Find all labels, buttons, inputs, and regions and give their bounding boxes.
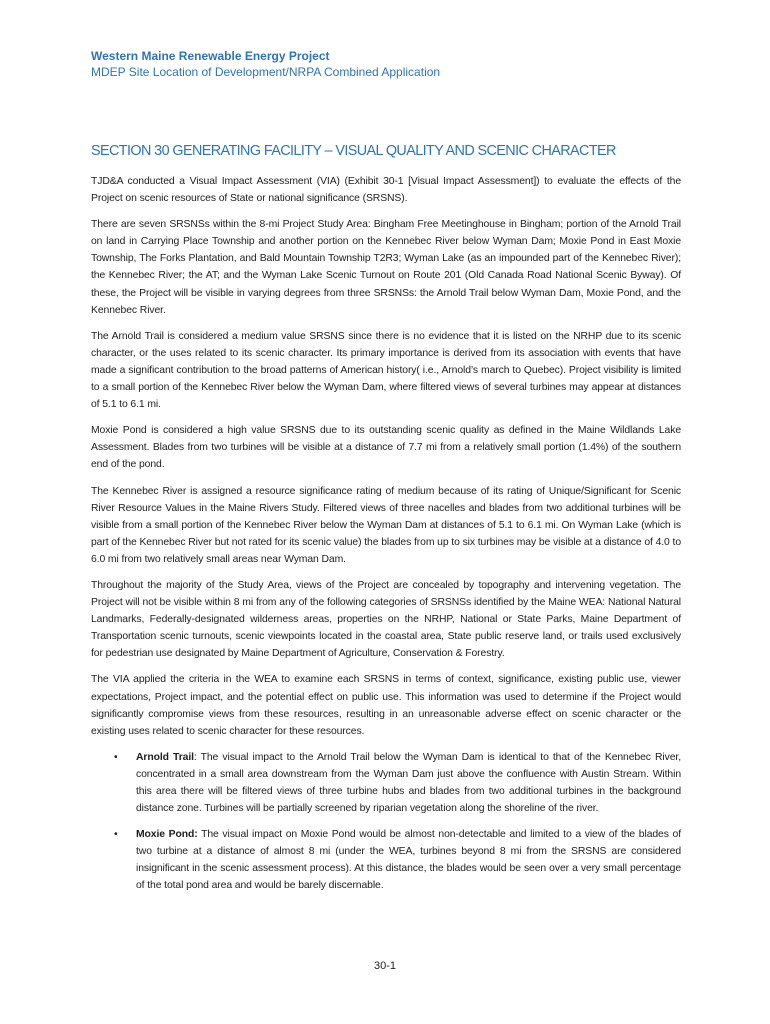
bullet-icon: • [114, 751, 118, 763]
bullet-term: Moxie Pond: [136, 829, 198, 841]
impact-bullet-list [91, 749, 681, 895]
list-item-moxie-pond [91, 826, 681, 894]
paragraph-via-criteria: The VIA applied the criteria in the WEA to examine each SRSNS in terms of context, significance, existing public use, viewer expectations, Project impact, and the potential effect on public use. This information was used to determine if the Project would significantly compromise views from these resources, resulting in an unreasonable adverse effect on scenic character or the existing uses related to scenic character for these resources. [91, 674, 681, 737]
section-title: SECTION 30 GENERATING FACILITY – VISUAL QUALITY AND SCENIC CHARACTER [91, 143, 616, 159]
paragraph-moxie-pond: Moxie Pond is considered a high value SRSNS due to its outstanding scenic quality as defined in the Maine Wildlands Lake Assessment. Blades from two turbines will be visible at a distance of 7.7 mi from a relatively small portion (1.4%) of the southern end of the pond. [91, 425, 681, 471]
paragraph-arnold-trail: The Arnold Trail is considered a medium value SRSNS since there is no evidence that it is listed on the NRHP due to its scenic character, or the uses related to its scenic character. Its primary importance is derived from its association with events that have made a significant contribution to the broad patterns of American history( i.e., Arnold’s march to Quebec). Project visibility is limited to a small portion of the Kennebec River below the Wyman Dam, where filtered views of several turbines may appear at distances of 5.1 to 6.1 mi. [91, 330, 681, 411]
paragraph-study-area: Throughout the majority of the Study Area, views of the Project are concealed by topography and intervening vegetation. The Project will not be visible within 8 mi from any of the following categories of SRSNSs identified by the Maine WEA: National Natural Landmarks, Federally-designated wilderness areas, properties on the NRHP, National or State Parks, Maine Department of Transportation scenic turnouts, scenic viewpoints located in the coastal area, State public reserve land, or trails used exclusively for pedestrian use designated by Maine Department of Agriculture, Conservation & Forestry. [91, 579, 681, 660]
bullet-text: The visual impact on Moxie Pond would be almost non-detectable and limited to a view of the blades of two turbine at a distance of almost 8 mi (under the WEA, turbines beyond 8 mi from the SRSNS are considered insignificant in the scenic assessment process). At this distance, the blades would be seen over a very small percentage of the total pond area and would be barely discernable. [136, 829, 681, 892]
bullet-term: Arnold Trail [136, 751, 194, 763]
page-number: 30-1 [373, 960, 397, 972]
bullet-text: : The visual impact to the Arnold Trail below the Wyman Dam is identical to that of the Kennebec River, concentrated in a small area downstream from the Wyman Dam just above the confluence with Austin Stream. Within this area there will be filtered views of three turbine hubs and blades from two additional turbines in the background distance zone. Turbines will be partially screened by riparian vegetation along the shoreline of the river. [136, 751, 681, 815]
header-project-title: Western Maine Renewable Energy Project [91, 49, 330, 63]
paragraph-kennebec-river: The Kennebec River is assigned a resource significance rating of medium because of its rating of Unique/Significant for Scenic River Resource Values in the Maine Rivers Study. Filtered views of three nacelles and blades from two additional turbines will be visible from a small portion of the Kennebec River below the Wyman Dam at distances of 5.1 to 6.1 mi. On Wyman Lake (which is part of the Kennebec River but not rated for its scenic value) the blades from up to six turbines may be visible at a distance of 4.0 to 6.0 mi from two relatively small areas near Wyman Dam. [91, 485, 681, 565]
header-subtitle: MDEP Site Location of Development/NRPA Combined Application [91, 65, 441, 79]
paragraph-via-intro: TJD&A conducted a Visual Impact Assessment (VIA) (Exhibit 30-1 [Visual Impact Assessment]) to evaluate the effects of the Project on scenic resources of State or national significance (SRSNS). [91, 176, 681, 205]
list-item-arnold-trail [91, 749, 681, 817]
paragraph-srsns-list: There are seven SRSNSs within the 8-mi Project Study Area: Bingham Free Meetinghouse in Bingham; portion of the Arnold Trail on land in Carrying Place Township and another portion on the Kennebec River below Wyman Dam; Moxie Pond in East Moxie Township, The Forks Plantation, and Bald Mountain Township T2R3; Wyman Lake (as an impounded part of the Kennebec River); the Kennebec River; the AT; and the Wyman Lake Scenic Turnout on Route 201 (Old Canada Road National Scenic Byway). Of these, the Project will be visible in varying degrees from three SRSNSs: the Arnold Trail below Wyman Dam, Moxie Pond, and the Kennebec River. [91, 219, 681, 316]
bullet-icon: • [114, 829, 118, 841]
document-page [91, 48, 681, 904]
